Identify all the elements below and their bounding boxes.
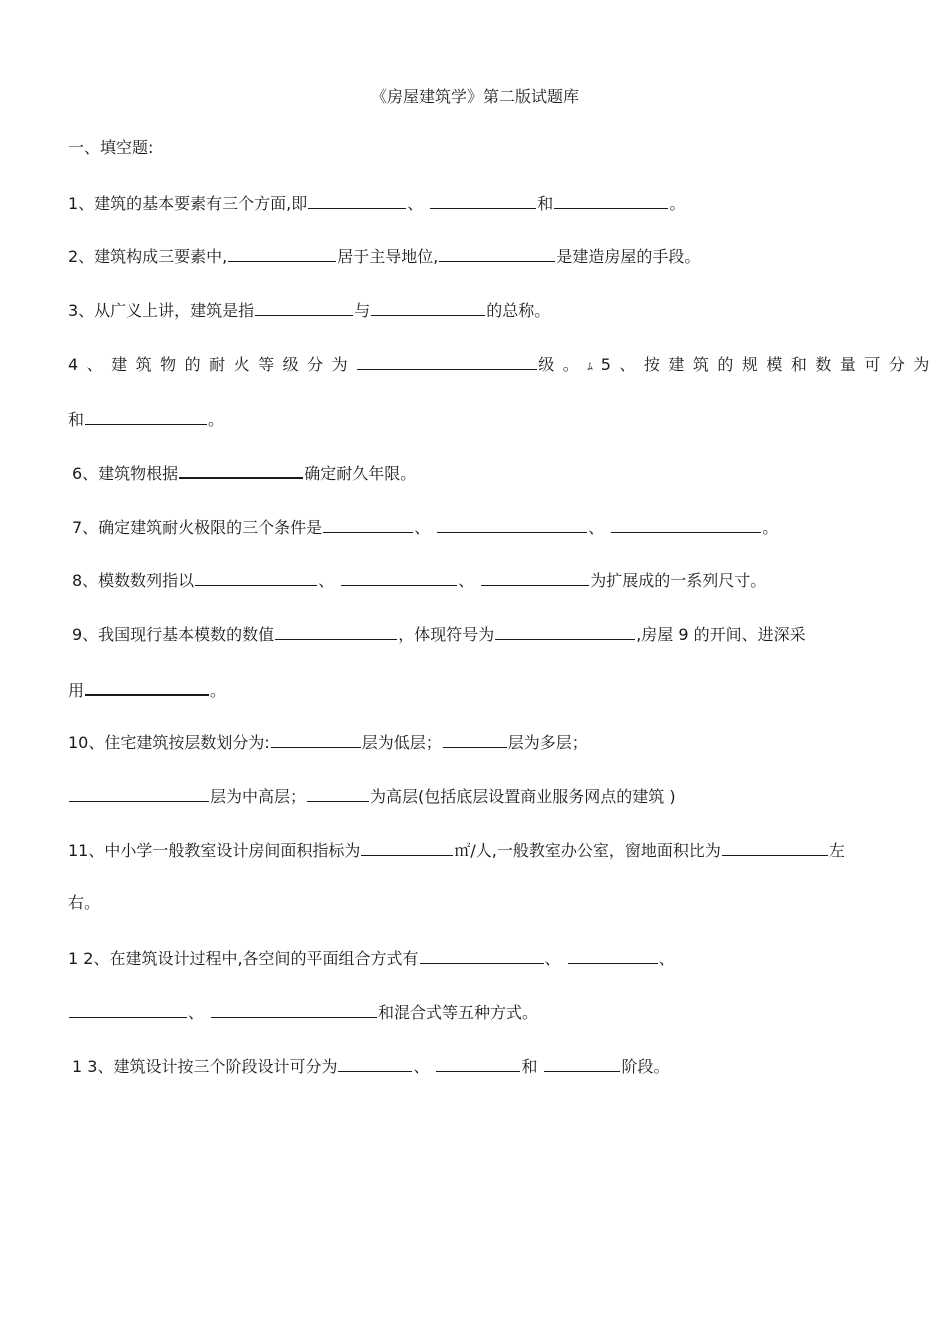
question-10-continued — [68, 783, 676, 807]
q3-blank-1[interactable] — [255, 297, 353, 316]
q10-text-a: 10、住宅建筑按层数划分为: — [68, 733, 270, 752]
q4-text-a: 4、建筑物的耐火等级分为 — [68, 355, 357, 374]
question-5-continued — [68, 406, 224, 430]
q11-text-c: 左 — [828, 841, 845, 860]
q1-text-a: 1、建筑的基本要素有三个方面,即 — [68, 194, 308, 213]
q3-text-c: 的总称。 — [486, 301, 551, 320]
q11-text-a: 11、中小学一般教室设计房间面积指标为 — [68, 841, 361, 860]
q1-blank-1[interactable] — [308, 190, 406, 209]
q1-blank-2[interactable] — [430, 190, 536, 209]
q13-blank-3[interactable] — [544, 1053, 620, 1072]
q13-blank-1[interactable] — [338, 1053, 412, 1072]
q11-text-b: ㎡/人,一般教室办公室，窗地面积比为 — [454, 841, 721, 860]
q1-text-b: 、 — [407, 194, 424, 213]
q10-blank-4[interactable] — [307, 783, 369, 802]
q9-text-d: 用 — [68, 681, 85, 700]
q12-text-a: 1 2、在建筑设计过程中,各空间的平面组合方式有 — [68, 949, 419, 968]
question-10 — [68, 729, 588, 753]
q11-blank-2[interactable] — [722, 837, 828, 856]
q8-blank-2[interactable] — [341, 567, 457, 586]
question-12-continued — [68, 999, 538, 1023]
q7-text-c: 、 — [588, 518, 605, 537]
q10-blank-3[interactable] — [69, 783, 209, 802]
q9-text-b: ，体现符号为 — [398, 625, 495, 644]
q2-text-a: 2、建筑构成三要素中, — [68, 247, 228, 266]
q8-blank-1[interactable] — [195, 567, 317, 586]
q13-text-c: 和 — [521, 1057, 538, 1076]
q7-text-a: 7、确定建筑耐火极限的三个条件是 — [72, 518, 323, 537]
q9-blank-2[interactable] — [495, 621, 635, 640]
q8-blank-3[interactable] — [481, 567, 589, 586]
question-11-continued — [68, 891, 100, 915]
question-9-continued — [68, 676, 226, 700]
question-3 — [68, 297, 550, 321]
q7-blank-2[interactable] — [437, 514, 587, 533]
q5-text: 5、按建筑的规模和数量可分为 — [600, 355, 938, 374]
question-8 — [72, 567, 766, 591]
q1-blank-3[interactable] — [554, 190, 668, 209]
question-7 — [72, 514, 778, 538]
question-13 — [72, 1053, 670, 1077]
question-11 — [68, 837, 845, 861]
q13-text-d: 阶段。 — [621, 1057, 670, 1076]
q7-text-b: 、 — [414, 518, 431, 537]
q10-text-c: 层为多层； — [507, 733, 588, 752]
q12-text-d: 、 — [188, 1003, 205, 1022]
question-1 — [68, 190, 685, 214]
q9-blank-3[interactable] — [85, 676, 209, 696]
q7-blank-3[interactable] — [611, 514, 761, 533]
q10-text-b: 层为低层； — [361, 733, 442, 752]
q12-blank-1[interactable] — [420, 945, 544, 964]
q12-text-c: 、 — [658, 949, 675, 968]
q1-text-d: 。 — [669, 194, 686, 213]
q10-blank-1[interactable] — [271, 729, 361, 748]
q6-blank-1[interactable] — [179, 459, 303, 479]
q8-text-a: 8、模数数列指以 — [72, 571, 195, 590]
q13-blank-2[interactable] — [436, 1053, 520, 1072]
q9-text-e: 。 — [210, 681, 227, 700]
q5-blank-1[interactable] — [85, 406, 207, 425]
question-9 — [72, 621, 806, 645]
q9-blank-1[interactable] — [275, 621, 397, 640]
q3-text-a: 3、从广义上讲，建筑是指 — [68, 301, 255, 320]
question-4 — [68, 351, 938, 375]
q10-text-d: 层为中高层； — [210, 787, 307, 806]
q10-blank-2[interactable] — [443, 729, 507, 748]
q11-blank-1[interactable] — [361, 837, 453, 856]
q12-blank-2[interactable] — [568, 945, 658, 964]
q12-blank-4[interactable] — [211, 999, 377, 1018]
section-heading: 一、填空题: — [68, 138, 154, 157]
q12-text-b: 、 — [544, 949, 561, 968]
q8-text-c: 、 — [458, 571, 475, 590]
q6-text-b: 确定耐久年限。 — [304, 464, 417, 483]
q9-text-c: ,房屋 9 的开间、进深采 — [636, 625, 806, 644]
q7-blank-1[interactable] — [323, 514, 413, 533]
q11-text-d: 右。 — [68, 893, 101, 912]
q9-text-a: 9、我国现行基本模数的数值 — [72, 625, 275, 644]
q7-text-d: 。 — [762, 518, 779, 537]
q2-text-b: 居于主导地位, — [337, 247, 439, 266]
q4-text-b: 级。 — [538, 355, 588, 374]
question-6 — [72, 459, 416, 483]
q5-text-b: 。 — [208, 410, 225, 429]
q10-text-e: 为高层(包括底层设置商业服务网点的建筑 ) — [370, 787, 676, 806]
q12-text-e: 和混合式等五种方式。 — [378, 1003, 539, 1022]
question-2 — [68, 243, 700, 267]
document-title: 《房屋建筑学》第二版试题库 — [370, 87, 579, 106]
q8-text-b: 、 — [318, 571, 335, 590]
q12-blank-3[interactable] — [69, 999, 187, 1018]
q1-text-c: 和 — [537, 194, 554, 213]
q2-text-c: 是建造房屋的手段。 — [556, 247, 701, 266]
q5-text-a: 和 — [68, 410, 85, 429]
q2-blank-1[interactable] — [228, 243, 336, 262]
q3-text-b: 与 — [354, 301, 371, 320]
q3-blank-2[interactable] — [371, 297, 485, 316]
q6-text-a: 6、建筑物根据 — [72, 464, 179, 483]
q2-blank-2[interactable] — [439, 243, 555, 262]
q13-text-b: 、 — [413, 1057, 430, 1076]
question-12 — [68, 945, 675, 969]
q8-text-d: 为扩展成的一系列尺寸。 — [590, 571, 767, 590]
q4-blank-1[interactable] — [357, 351, 537, 370]
q4-mark: ﾑ — [587, 360, 593, 373]
q13-text-a: 1 3、建筑设计按三个阶段设计可分为 — [72, 1057, 338, 1076]
